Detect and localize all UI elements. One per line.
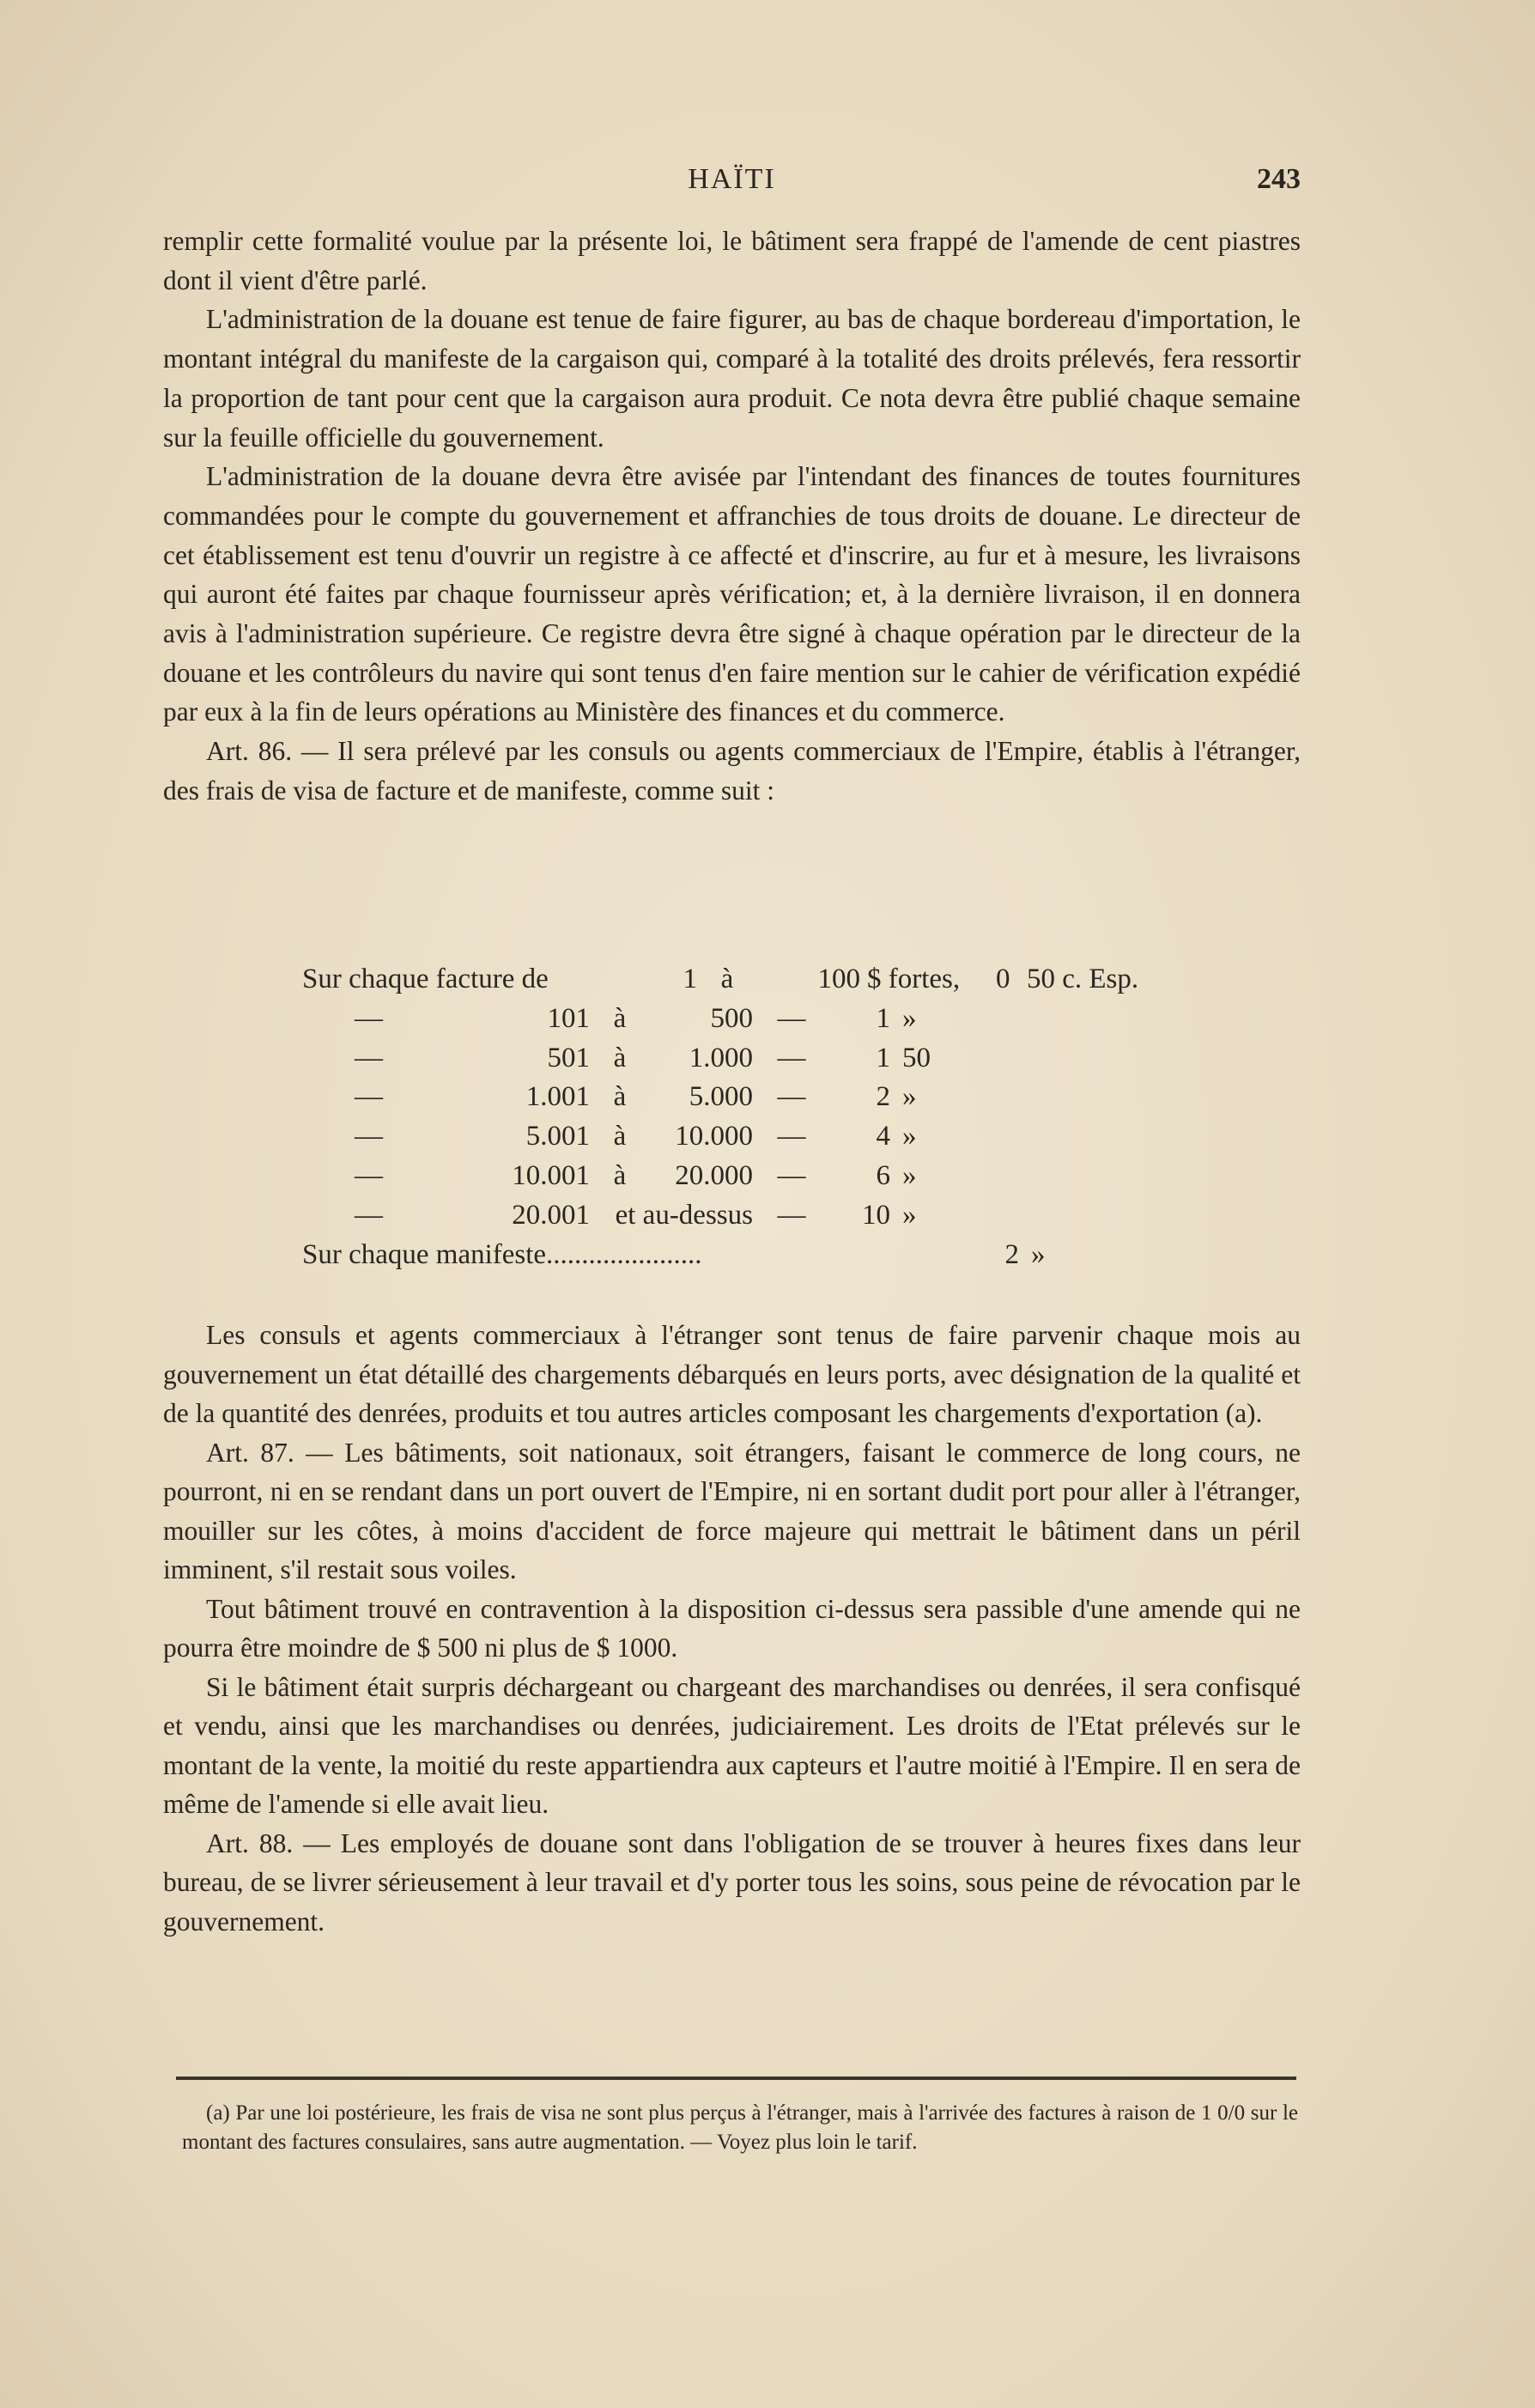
fee-cents: » <box>902 1199 917 1231</box>
fee-value: 1 <box>876 1042 890 1073</box>
footnote <box>182 2099 1298 2157</box>
range-to: 10.000 <box>675 1121 753 1152</box>
ditto-dash: — <box>355 1081 383 1113</box>
paragraph: L'administration de la douane devra être avisée par l'intendant des finances de toutes fournitures commandées pour le compte du gouvernement et affranchies de tous droits de douane. Le directeur de cet établissement est tenu d'ouvrir un registre à ce affecté et d'inscrire, au fur et à mesure, les livraisons qui auront été faites par chaque fournisseur après vérification; et, à la dernière livraison, il en donnera avis à l'administration supérieure. Ce registre devra être signé à chaque opération par le directeur de la douane et les contrôleurs du navire qui sont tenus d'en faire mention sur le cahier de vérification expédié par eux à la fin de leurs opérations au Ministère des finances et du commerce. <box>163 461 1301 727</box>
range-sep: à <box>613 1042 627 1073</box>
table-row <box>302 1039 1151 1079</box>
range-sep: à <box>720 964 734 994</box>
unit: — <box>777 1042 806 1073</box>
ditto-dash: — <box>355 1159 383 1191</box>
paragraph: Si le bâtiment était surpris déchargeant ou chargeant des marchandises ou denrées, il sera confisqué et vendu, ainsi que les marchandises ou denrées, judiciairement. Les droits de l'Etat prélevés sur le montant de la vente, la moitié du reste appartiendra aux capteurs et l'autre moitié à l'Empire. Il en sera de même de l'amende si elle avait lieu. <box>163 1671 1301 1819</box>
paragraph-art-87: Art. 87. — Les bâtiments, soit nationaux, soit étrangers, faisant le commerce de long cours, ne pourront, ni en se rendant dans un port ouvert de l'Empire, ni en sortant dudit port pour aller à l'étranger, mouiller sur les côtes, à moins d'accident de force majeure qui mettrait le bâtiment dans un péril imminent, s'il restait sous voiles. <box>163 1437 1301 1584</box>
ditto-dash: — <box>355 1002 383 1034</box>
page-number: 243 <box>1257 163 1301 195</box>
range-sep: à <box>613 1159 627 1191</box>
fee-value: 1 <box>876 1002 890 1034</box>
range-sep: à <box>613 1121 627 1152</box>
range-sep: à <box>613 1002 627 1034</box>
table-row <box>302 960 1151 1000</box>
manifest-label: Sur chaque manifeste...................... <box>302 1238 702 1270</box>
range-from: 501 <box>547 1042 590 1073</box>
unit: $ fortes, <box>867 964 961 994</box>
fee-value: 4 <box>876 1121 890 1152</box>
paragraph: remplir cette formalité voulue par la présente loi, le bâtiment sera frappé de l'amende de cent piastres dont il vient d'être parlé. <box>163 226 1301 295</box>
fee-cents: » <box>902 1081 917 1113</box>
page-header <box>163 163 1301 206</box>
table-row <box>302 1117 1151 1157</box>
fee-cents: » <box>902 1002 917 1034</box>
ditto-dash: — <box>355 1121 383 1152</box>
table-row <box>302 1157 1151 1196</box>
range-from: 10.001 <box>512 1159 590 1191</box>
range-to: 100 <box>817 964 860 994</box>
range-sep: à <box>613 1081 627 1113</box>
unit: — <box>777 1121 806 1152</box>
range-from: 20.001 <box>512 1199 590 1231</box>
range-from: 5.001 <box>525 1121 590 1152</box>
range-from: 1 <box>683 964 697 994</box>
fee-cents: » <box>902 1159 917 1191</box>
paragraph-art-88: Art. 88. — Les employés de douane sont dans l'obligation de se trouver à heures fixes dans leur bureau, de se livrer sérieusement à leur travail et d'y porter tous les soins, sous peine de révocation par le gouvernement. <box>163 1827 1301 1937</box>
table-row <box>302 1196 1151 1236</box>
range-open-ended: et au-dessus <box>615 1199 753 1231</box>
ditto-dash: — <box>355 1042 383 1073</box>
fee-value: 2 <box>876 1081 890 1113</box>
footnote-text: (a) Par une loi postérieure, les frais de visa ne sont plus perçus à l'étranger, mais à l'arrivée des factures à raison de 1 0/0 sur le montant des factures consulaires, sans autre augmentation. — Voyez plus loin le tarif. <box>182 2101 1298 2154</box>
running-title: HAÏTI <box>688 163 776 195</box>
range-to: 500 <box>710 1002 753 1034</box>
body-text-top <box>163 222 1301 811</box>
paragraph: Les consuls et agents commerciaux à l'étranger sont tenus de faire parvenir chaque mois au gouvernement un état détaillé des chargements débarqués en leurs ports, avec désignation de la qualité et de la quantité des denrées, produits et tou autres articles composant les chargements d'exportation (a). <box>163 1320 1301 1428</box>
unit: — <box>777 1159 806 1191</box>
fee-cents: 50 c. Esp. <box>1027 964 1139 994</box>
paragraph: Tout bâtiment trouvé en contravention à la disposition ci-dessus sera passible d'une amende qui ne pourra être moindre de $ 500 ni plus de $ 1000. <box>163 1593 1301 1663</box>
visa-fee-table <box>302 960 1151 1274</box>
paragraph-art-86: Art. 86. — Il sera prélevé par les consuls ou agents commerciaux de l'Empire, établis à l'étranger, des frais de visa de facture et de manifeste, comme suit : <box>163 736 1301 806</box>
unit: — <box>777 1002 806 1034</box>
fee-cents: » <box>1031 1238 1046 1270</box>
footnote-divider <box>176 2077 1296 2080</box>
range-to: 20.000 <box>675 1159 753 1191</box>
range-to: 5.000 <box>689 1081 753 1113</box>
range-to: 1.000 <box>689 1042 753 1073</box>
row-prefix: Sur chaque facture de <box>302 964 549 994</box>
unit: — <box>777 1199 806 1231</box>
range-from: 101 <box>547 1002 590 1034</box>
table-row-manifest <box>302 1236 1151 1275</box>
unit: — <box>777 1081 806 1113</box>
paragraph: L'administration de la douane est tenue de faire figurer, au bas de chaque bordereau d'importation, le montant intégral du manifeste de la cargaison qui, comparé à la totalité des droits prélevés, fera ressortir la proportion de tant pour cent que la cargaison aura produit. Ce nota devra être publié chaque semaine sur la feuille officielle du gouvernement. <box>163 304 1301 453</box>
fee-value: 6 <box>876 1159 890 1191</box>
body-text-bottom <box>163 1316 1301 1941</box>
fee-cents: 50 <box>902 1042 931 1073</box>
range-from: 1.001 <box>525 1081 590 1113</box>
fee-value: 10 <box>862 1199 890 1231</box>
table-row <box>302 1000 1151 1039</box>
fee-value: 0 <box>996 964 1010 994</box>
fee-cents: » <box>902 1121 917 1152</box>
table-row <box>302 1078 1151 1117</box>
ditto-dash: — <box>355 1199 383 1231</box>
fee-value: 2 <box>1004 1238 1019 1270</box>
